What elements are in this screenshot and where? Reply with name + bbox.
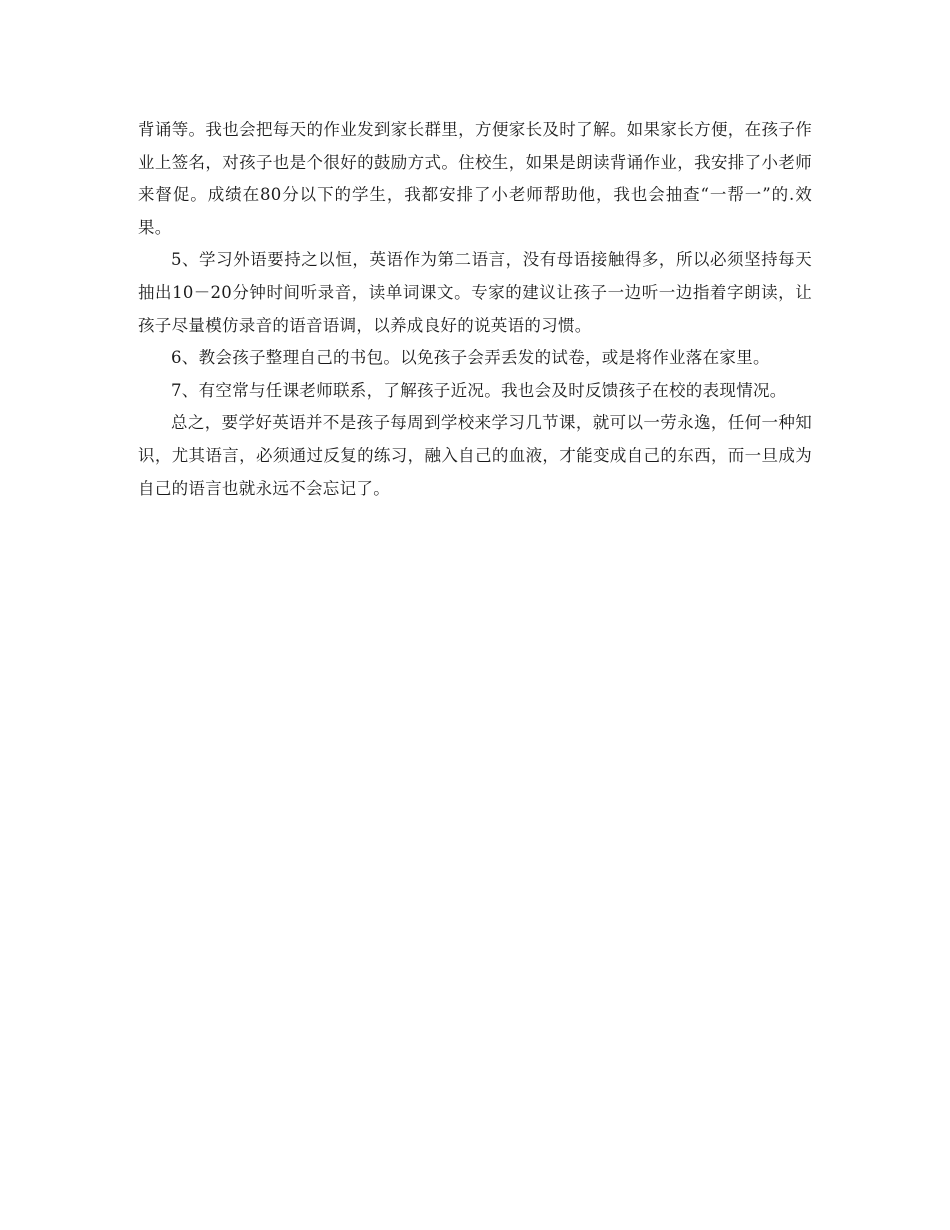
document-body — [138, 114, 812, 505]
paragraph-conclusion: 总之，要学好英语并不是孩子每周到学校来学习几节课，就可以一劳永逸，任何一种知识，尤其语言，必须通过反复的练习，融入自己的血液，才能变成自己的东西，而一旦成为自己的语言也就永远不会忘记了。 — [138, 413, 812, 498]
paragraph-item-7: 7、有空常与任课老师联系，了解孩子近况。我也会及时反馈孩子在校的表现情况。 — [171, 380, 787, 400]
paragraph-item-6: 6、教会孩子整理自己的书包。以免孩子会弄丢发的试卷，或是将作业落在家里。 — [171, 348, 770, 368]
paragraph-item-5: 5、学习外语要持之以恒，英语作为第二语言，没有母语接触得多，所以必须坚持每天抽出10－20分钟时间听录音，读单词课文。专家的建议让孩子一边听一边指着字朗读，让孩子尽量模仿录音的语音语调，以养成良好的说英语的习惯。 — [138, 250, 812, 335]
paragraph-continuation: 背诵等。我也会把每天的作业发到家长群里，方便家长及时了解。如果家长方便，在孩子作业上签名，对孩子也是个很好的鼓励方式。住校生，如果是朗读背诵作业，我安排了小老师来督促。成绩在80分以下的学生，我都安排了小老师帮助他，我也会抽查“一帮一”的.效果。 — [138, 120, 812, 237]
